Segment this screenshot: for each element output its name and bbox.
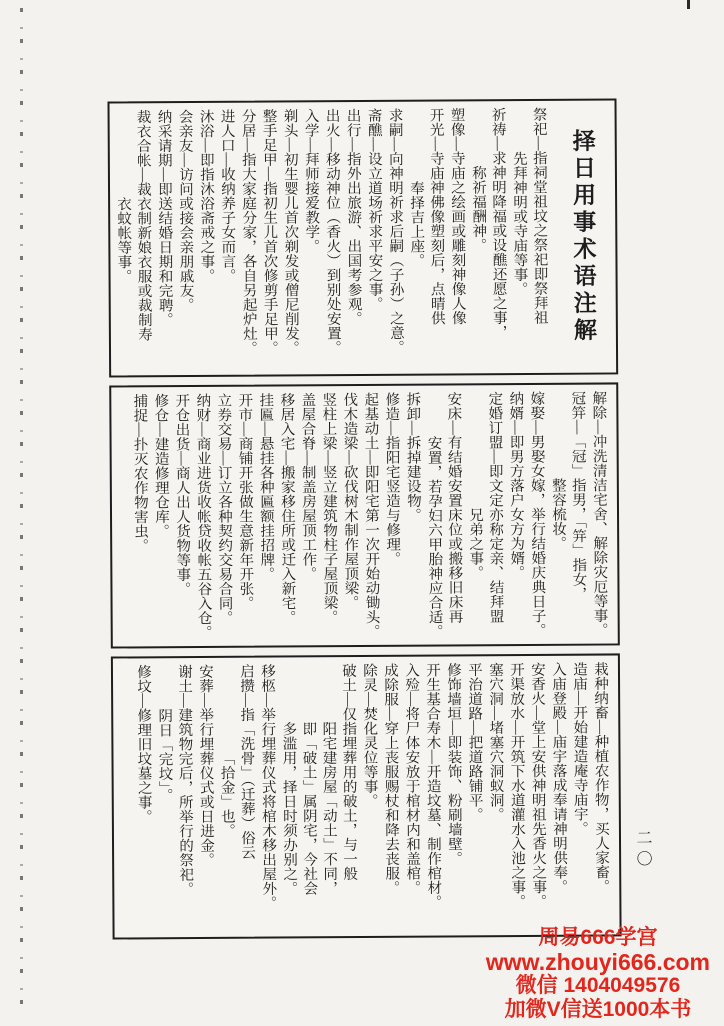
glossary-entry [129, 393, 151, 640]
watermark-line: 周易666学宫 [538, 926, 658, 949]
entry-text: 定婚订盟—即文定亦称定亲、结拜盟 兄弟之事。 [466, 391, 504, 624]
binding-marks-artifact [20, 8, 23, 1016]
entry-text: 分居—指大家庭分家，各自另起炉灶。 [239, 108, 258, 356]
glossary-entry [276, 392, 298, 639]
entry-text: 修饰墙垣—即装饰、粉刷墙壁。 [444, 662, 463, 866]
glossary-entry [385, 108, 407, 368]
glossary-entry [213, 393, 235, 640]
glossary-entry [527, 662, 549, 929]
entry-text: 开仓出货—商人出人货物等事。 [173, 393, 191, 597]
entry-text: 裁衣合帐—裁衣制新娘衣服或裁制寿 衣蚊帐等事。 [115, 109, 152, 342]
seller-watermark [486, 926, 710, 1022]
entry-list-middle [129, 390, 609, 640]
glossary-entry [192, 393, 214, 640]
glossary-entry [526, 391, 548, 638]
entry-text: 起基动土—即阳宅第一次开始动锄头。 [362, 391, 380, 639]
entry-text: 伐木造梁—砍伐树木制作屋顶梁。 [341, 392, 359, 610]
entry-text: 冠笄—「冠」指男，「笄」指女， 整容梳妆。 [549, 390, 587, 601]
entry-text: 求嗣—向神明祈求后嗣（子孙）之意。 [386, 107, 405, 355]
glossary-entry [364, 108, 386, 368]
glossary-entry [255, 393, 277, 640]
glossary-entry [406, 107, 448, 367]
glossary-entry [443, 662, 465, 929]
glossary-entry [447, 107, 469, 367]
entry-text: 入殓—将尸体安放于棺材内和盖棺。 [402, 662, 421, 895]
glossary-entry [381, 392, 403, 639]
glossary-entry [234, 393, 256, 640]
entry-text: 祭祀—指祠堂祖坟之祭祀即祭拜祖 先拜神明或寺庙等事。 [510, 106, 548, 325]
entry-text: 成除服—穿上丧服赐杖和降去丧服。 [381, 662, 400, 895]
glossary-entry [217, 109, 239, 369]
glossary-entry [468, 107, 510, 367]
entry-text: 移柩—举行埋葬仪式将棺木移出屋外。 [258, 663, 277, 911]
glossary-entry [196, 109, 218, 369]
entry-text: 出行—指外出旅游、出国考参观。 [344, 108, 362, 326]
glossary-entry [360, 392, 382, 639]
entry-text: 平治道路—把道路铺平。 [465, 662, 483, 822]
entry-text: 塞穴洞—堵塞穴洞蚁洞。 [486, 662, 504, 822]
glossary-entry [259, 109, 281, 369]
entry-text: 整手足甲—指初生儿首次修剪手足甲。 [260, 108, 279, 356]
glossary-entry [506, 662, 528, 929]
glossary-entry [339, 392, 361, 639]
watermark-line: 微信 1404049576 [515, 974, 681, 997]
entry-text: 开生基合寿木—开造坟墓、制作棺材。 [423, 662, 442, 910]
glossary-entry [505, 391, 527, 638]
entry-text: 造庙—开始建造庵寺庙宇。 [570, 661, 588, 836]
entry-text: 破土—仅指埋葬用的破土，与一般 阳宅建房屋「动土」不同， 即「破土」属阴宅，今社会 多滥用，择日时须办别之。 [280, 663, 358, 896]
entry-text: 出火—移动神位（香火）到别处安置。 [323, 108, 342, 355]
entry-text: 拆卸—拆掉建设物。 [404, 391, 422, 523]
glossary-entry [343, 108, 365, 368]
entry-text: 剃头—初生婴儿首次剃发或僧尼削发。 [281, 108, 300, 355]
entry-text: 纳财—商业进货收帐贷收帐五谷入仓。 [194, 392, 212, 640]
glossary-entry [547, 391, 589, 638]
entry-text: 纳婿—即男方落户女方为婿。 [507, 391, 525, 580]
entry-text: 开市—商铺开张做生意新年开张。 [236, 392, 254, 611]
glossary-entry [509, 107, 551, 367]
glossary-entry [569, 662, 591, 929]
glossary-entry [257, 664, 279, 931]
glossary-entry [423, 391, 465, 638]
glossary-entry [280, 108, 302, 368]
entry-text: 安床—有结婚安置床位或搬移旧床再 安置，若孕妇六甲胎神应合适。 [425, 391, 463, 639]
glossary-entry [402, 392, 424, 639]
entry-text: 启攒—指「洗骨」（迁葬）俗云 「拾金」也。 [218, 663, 256, 860]
glossary-entry [150, 393, 172, 640]
entry-text: 移居入宅—搬家移住所或迁入新宅。 [278, 392, 296, 625]
entry-text: 修坟—修理旧坟墓之事。 [134, 664, 152, 824]
glossary-block-middle [109, 382, 620, 648]
glossary-entry [154, 664, 196, 931]
entry-text: 栽种纳畜—种植农作物，买人家畜。 [591, 661, 610, 894]
entry-text: 修造—指阳宅竖造与修理。 [383, 391, 401, 566]
glossary-entry [195, 664, 217, 931]
entry-text: 安香火—堂上安供神明祖先香火之事。 [528, 661, 547, 909]
glossary-entry [133, 664, 155, 931]
watermark-url: www.zhouyi666.com [485, 949, 710, 975]
glossary-entry [113, 109, 155, 369]
glossary-entry [422, 663, 444, 930]
entry-text: 斋醮—设立道场祈求平安之事。 [365, 107, 383, 311]
glossary-entry [359, 663, 381, 930]
entry-text: 入庙登殿—庙宇落成奉请神明供奉。 [549, 661, 568, 894]
scan-nick-artifact [687, 0, 690, 9]
entry-text: 解除—冲洗清洁宅舍、解除灾厄等事。 [590, 390, 608, 638]
glossary-entry [301, 108, 323, 368]
entry-text: 谢土—建筑物完后，所举行的祭祀。 阴日「完坟」。 [156, 664, 194, 897]
glossary-entry [380, 663, 402, 930]
glossary-block-bottom [111, 653, 622, 939]
entry-text: 沐浴—即指沐浴斋戒之事。 [197, 108, 215, 283]
entry-text: 纳采请期—即送结婚日期和完聘。 [155, 109, 173, 327]
entry-text: 开光—寺庙神佛像塑刻后，点晴供 奉择吉上座。 [407, 107, 445, 326]
entry-text: 除灵—焚化灵位等事。 [360, 662, 378, 809]
page-number: 二〇 [633, 829, 652, 872]
entry-text: 入学—拜师接爱教学。 [302, 108, 320, 254]
entry-text: 进人口—收纳养子女而言。 [218, 108, 236, 283]
entry-text: 嫁娶—男娶女嫁，举行结婚庆典日子。 [528, 390, 546, 638]
entry-text: 塑像—寺庙之绘画或雕刻神像人像 [448, 107, 466, 325]
glossary-entry [154, 109, 176, 369]
glossary-entry [171, 393, 193, 640]
glossary-entry [548, 662, 570, 929]
glossary-entry [278, 663, 360, 930]
entry-list-bottom [133, 661, 612, 931]
glossary-entry [318, 392, 340, 639]
entry-text: 开渠放水—开筑下水道灌水入池之事。 [507, 662, 526, 909]
glossary-entry [590, 661, 612, 928]
glossary-entry [401, 663, 423, 930]
entry-text: 安葬—举行埋葬仪式或日进金。 [196, 663, 215, 868]
glossary-entry [464, 391, 506, 638]
entry-text: 挂匾—悬挂各种匾额挂招牌。 [257, 392, 275, 582]
entry-text: 立券交易—订立各种契约交易合同。 [215, 392, 233, 625]
glossary-entry [238, 109, 260, 369]
entry-list-top [113, 107, 551, 370]
glossary-entry [297, 392, 319, 639]
glossary-entry [216, 664, 258, 931]
entry-text: 修仓—建造修理仓库。 [152, 393, 170, 539]
entry-text: 祈祷—求神明降福或设醮还愿之事， 称祈福酬神。 [469, 107, 507, 340]
page-title: 择日用事术语注解 [569, 128, 596, 345]
glossary-block-top [107, 98, 618, 377]
glossary-entry [322, 108, 344, 368]
entry-text: 盖屋合脊—制盖房屋顶工作。 [299, 392, 317, 581]
glossary-entry [464, 662, 486, 929]
entry-text: 捕捉—扑灭农作物害虫。 [131, 393, 149, 553]
entry-text: 竖柱上梁—竖立建筑物柱子屋顶梁。 [320, 392, 338, 625]
glossary-entry [588, 390, 610, 637]
entry-text: 会亲友—访问或接会亲朋戚友。 [176, 109, 194, 313]
watermark-line: 加微V信送1000本书 [504, 998, 692, 1021]
glossary-entry [485, 662, 507, 929]
glossary-entry [175, 109, 197, 369]
